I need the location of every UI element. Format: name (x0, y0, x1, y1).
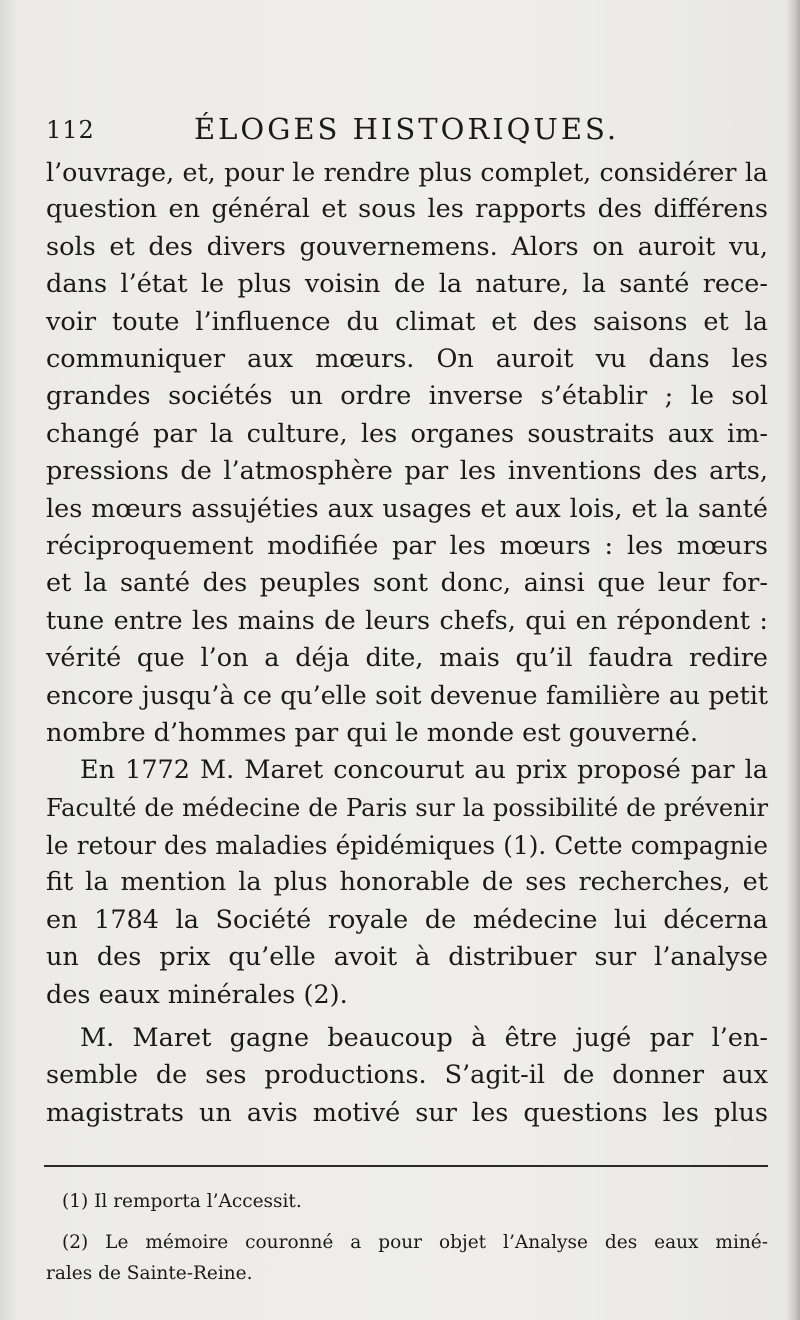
text-line: semble de ses productions. S’agit-il de donner aux (46, 1060, 768, 1091)
page-edge-shadow (786, 0, 800, 1320)
text-line: voir toute l’influence du climat et des saisons et la (46, 306, 768, 337)
text-line: nombre d’hommes par qui le monde est gouverné. (46, 717, 699, 748)
paragraph-start-line: M. Maret gagne beaucoup à être jugé par l’en- (80, 1022, 768, 1053)
text-line: communiquer aux mœurs. On auroit vu dans les (46, 343, 768, 374)
text-line: magistrats un avis motivé sur les questions les plus (46, 1097, 768, 1128)
text-line: des eaux minérales (2). (46, 979, 348, 1010)
text-line: Faculté de médecine de Paris sur la possibilité de prévenir (46, 793, 768, 822)
body-text (46, 154, 768, 1132)
text-line: question en général et sous les rapports des différens (46, 194, 768, 225)
page-number: 112 (46, 116, 95, 144)
text-line: réciproquement modifiée par les mœurs : les mœurs (46, 530, 768, 561)
text-line: pressions de l’atmosphère par les inventions des arts, (46, 456, 768, 487)
page-header (46, 112, 776, 152)
text-line: les mœurs assujéties aux usages et aux lois, et la santé (46, 493, 768, 524)
footnotes (46, 1186, 768, 1289)
text-line: grandes sociétés un ordre inverse s’établir ; le sol (46, 381, 768, 412)
text-line: fit la mention la plus honorable de ses recherches, et (46, 867, 768, 898)
footnote-2: (2) Le mémoire couronné a pour objet l’Analyse des eaux miné- (62, 1232, 768, 1253)
footnote-1: (1) Il remporta l’Accessit. (62, 1191, 302, 1212)
footnote-2-continuation: rales de Sainte-Reine. (46, 1263, 253, 1284)
text-line: changé par la culture, les organes soustraits aux im- (46, 418, 768, 449)
text-line: dans l’état le plus voisin de la nature, la santé rece- (46, 269, 768, 300)
text-line: sols et des divers gouvernemens. Alors on auroit vu, (46, 231, 768, 262)
text-line: encore jusqu’à ce qu’elle soit devenue familière au petit (46, 681, 768, 711)
text-line: et la santé des peuples sont donc, ainsi que leur for- (46, 568, 768, 599)
footnote-divider (44, 1165, 768, 1167)
text-line: en 1784 la Société royale de médecine lui décerna (46, 904, 768, 935)
text-line: l’ouvrage, et, pour le rendre plus complet, considérer la (46, 158, 768, 187)
running-title: ÉLOGES HISTORIQUES. (194, 112, 620, 146)
text-line: vérité que l’on a déja dite, mais qu’il faudra redire (46, 643, 768, 674)
text-line: le retour des maladies épidémiques (1). Cette compagnie (46, 831, 768, 861)
paragraph-start-line: En 1772 M. Maret concourut au prix proposé par la (80, 755, 768, 786)
text-line: un des prix qu’elle avoit à distribuer sur l’analyse (46, 942, 768, 973)
text-line: tune entre les mains de leurs chefs, qui en répondent : (46, 605, 768, 636)
